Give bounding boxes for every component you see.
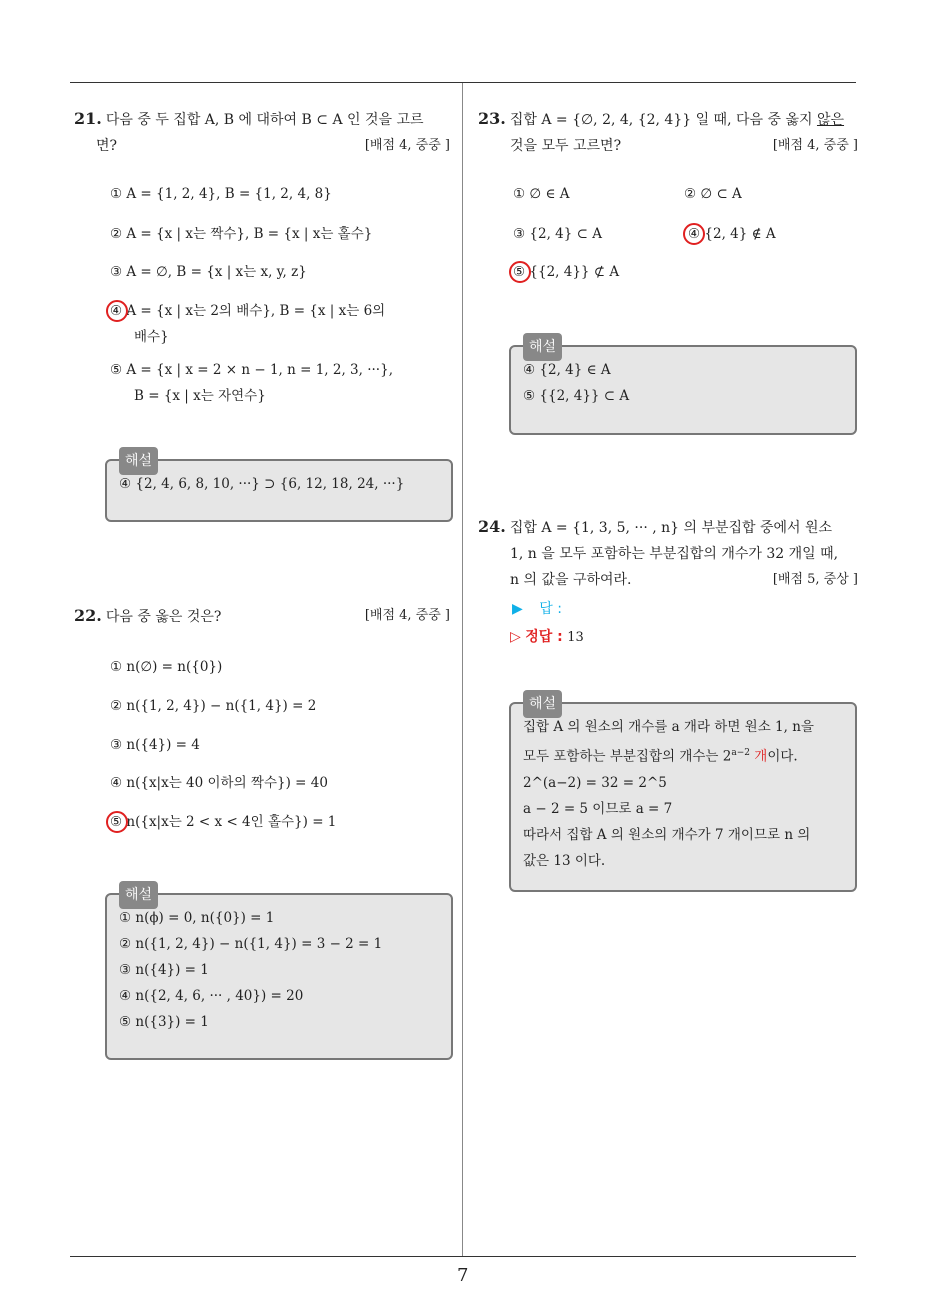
question-number: 22. bbox=[74, 606, 102, 625]
score-label: [배점 5, 중상 ] bbox=[772, 572, 858, 587]
answer-mark-circle bbox=[106, 811, 128, 833]
solution-line: ⑤ n({3}) = 1 bbox=[119, 1014, 209, 1030]
solution-line: a − 2 = 5 이므로 a = 7 bbox=[523, 800, 673, 817]
choice-4[interactable]: ④ A = {x | x는 2의 배수}, B = {x | x는 6의 bbox=[110, 303, 386, 319]
choice-2[interactable]: ② A = {x | x는 짝수}, B = {x | x는 홀수} bbox=[110, 226, 373, 242]
choice-2[interactable]: ② n({1, 2, 4}) − n({1, 4}) = 2 bbox=[110, 698, 317, 714]
answer-label: 답 : bbox=[539, 601, 562, 617]
solution-label: 해설 bbox=[523, 333, 562, 361]
solution-box-22 bbox=[105, 887, 453, 1060]
solution-box-21 bbox=[105, 453, 453, 522]
question-text: 다음 중 옳은 것은? bbox=[105, 609, 222, 625]
bottom-rule bbox=[70, 1256, 856, 1257]
choice-3[interactable]: ③ {2, 4} ⊂ A bbox=[513, 226, 602, 242]
score-label: [배점 4, 중중 ] bbox=[364, 608, 450, 623]
answer-mark-circle bbox=[683, 223, 705, 245]
choice-2[interactable]: ② ∅ ⊂ A bbox=[684, 186, 742, 202]
choice-5[interactable]: ⑤ n({x|x는 2 < x < 4인 홀수}) = 1 bbox=[110, 814, 337, 830]
question-21-stem bbox=[74, 106, 450, 159]
choice-1[interactable]: ① ∅ ∈ A bbox=[513, 186, 570, 202]
question-text: 면? bbox=[96, 138, 118, 154]
choice-3[interactable]: ③ A = ∅, B = {x | x는 x, y, z} bbox=[110, 264, 307, 280]
solution-label: 해설 bbox=[523, 690, 562, 718]
question-24-stem bbox=[478, 514, 858, 593]
choice-4[interactable]: ④ {2, 4} ∉ A bbox=[688, 226, 776, 242]
choice-4-continued: 배수} bbox=[134, 329, 169, 345]
solution-line: 따라서 집합 A 의 원소의 개수가 7 개이므로 n 의 bbox=[523, 826, 811, 843]
choice-1[interactable]: ① n(∅) = n({0}) bbox=[110, 659, 223, 675]
page-number: 7 bbox=[457, 1265, 469, 1286]
question-number: 21. bbox=[74, 109, 102, 128]
column-divider bbox=[462, 83, 463, 1256]
answer-mark-circle bbox=[509, 261, 531, 283]
solution-line: 값은 13 이다. bbox=[523, 852, 606, 869]
question-number: 23. bbox=[478, 109, 506, 128]
solution-line: ③ n({4}) = 1 bbox=[119, 962, 209, 978]
question-text: 집합 A = {1, 3, 5, ··· , n} 의 부분집합 중에서 원소 bbox=[509, 520, 833, 536]
solution-label: 해설 bbox=[119, 447, 158, 475]
choice-5[interactable]: ⑤ {{2, 4}} ⊄ A bbox=[513, 264, 620, 280]
top-rule bbox=[70, 82, 856, 83]
play-arrow-icon: ▶ bbox=[512, 601, 523, 617]
solution-line: ④ n({2, 4, 6, ··· , 40}) = 20 bbox=[119, 988, 304, 1004]
underlined-word: 않은 bbox=[816, 112, 845, 128]
solution-line: ④ {2, 4} ∈ A bbox=[523, 362, 611, 378]
question-text: 집합 A = {∅, 2, 4, {2, 4}} 일 때, 다음 중 옳지 bbox=[509, 112, 813, 128]
correct-answer-row bbox=[510, 626, 584, 646]
choice-3[interactable]: ③ n({4}) = 4 bbox=[110, 737, 200, 753]
solution-line: 2^(a−2) = 32 = 2^5 bbox=[523, 774, 667, 791]
solution-box-24 bbox=[509, 696, 857, 892]
hollow-arrow-icon: ▷ bbox=[510, 629, 521, 645]
solution-line: 집합 A 의 원소의 개수를 a 개라 하면 원소 1, n을 bbox=[523, 719, 814, 735]
answer-row[interactable] bbox=[512, 598, 562, 618]
correct-label: 정답 : bbox=[525, 629, 563, 645]
question-text: 다음 중 두 집합 A, B 에 대하여 B ⊂ A 인 것을 고르 bbox=[105, 112, 424, 128]
question-text: 것을 모두 고르면? bbox=[510, 138, 622, 154]
solution-line: ④ {2, 4, 6, 8, 10, ···} ⊃ {6, 12, 18, 24, ···} bbox=[119, 476, 405, 492]
answer-mark-circle bbox=[106, 300, 128, 322]
question-text: 1, n 을 모두 포함하는 부분집합의 개수가 32 개일 때, bbox=[510, 546, 839, 562]
question-number: 24. bbox=[478, 517, 506, 536]
correct-value: 13 bbox=[567, 630, 584, 645]
question-text: n 의 값을 구하여라. bbox=[510, 572, 632, 588]
score-label: [배점 4, 중중 ] bbox=[364, 138, 450, 153]
choice-5-continued: B = {x | x는 자연수} bbox=[134, 388, 266, 404]
question-22-stem bbox=[74, 603, 450, 630]
choice-4[interactable]: ④ n({x|x는 40 이하의 짝수}) = 40 bbox=[110, 775, 328, 791]
solution-line: ⑤ {{2, 4}} ⊂ A bbox=[523, 388, 630, 404]
solution-line: ② n({1, 2, 4}) − n({1, 4}) = 3 − 2 = 1 bbox=[119, 936, 383, 952]
solution-line: ① n(ϕ) = 0, n({0}) = 1 bbox=[119, 910, 275, 926]
solution-box-23 bbox=[509, 339, 857, 435]
choice-5[interactable]: ⑤ A = {x | x = 2 × n − 1, n = 1, 2, 3, ···}, bbox=[110, 362, 393, 378]
question-23-stem bbox=[478, 106, 858, 159]
choice-1[interactable]: ① A = {1, 2, 4}, B = {1, 2, 4, 8} bbox=[110, 186, 332, 202]
solution-label: 해설 bbox=[119, 881, 158, 909]
score-label: [배점 4, 중중 ] bbox=[772, 138, 858, 153]
solution-line: 모두 포함하는 부분집합의 개수는 $2^{a-2}$ 개이다. bbox=[523, 748, 798, 765]
